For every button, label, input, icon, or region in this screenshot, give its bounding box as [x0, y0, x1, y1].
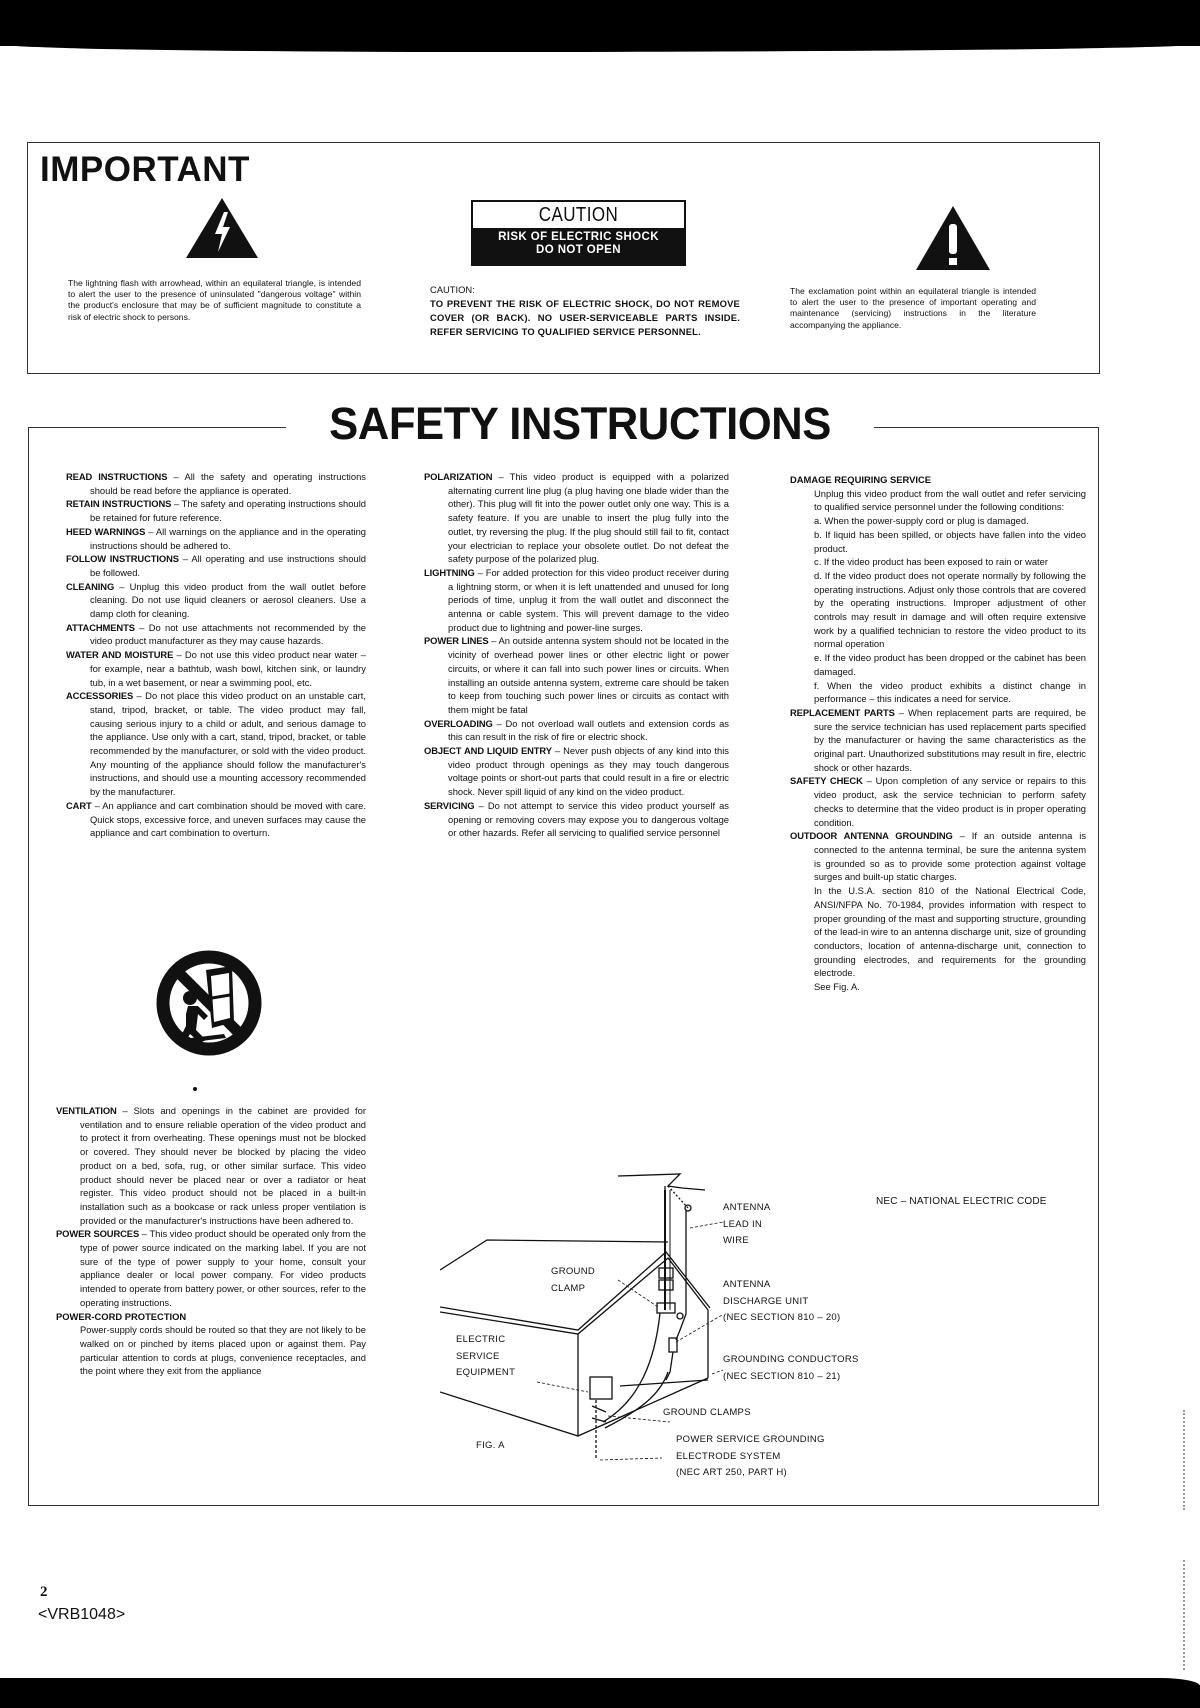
- safety-entry: [424, 566, 729, 635]
- damage-condition: c. If the video product has been exposed to rain or water: [814, 556, 1048, 568]
- damage-condition: d. If the video product does not operate normally by following the operating instructions. Adjust only those controls that are covered by the operating instructions. Improper adjustment of other controls may result in damage and will often require extensive work by a qualified technician to restore the video product to its normal operation: [814, 569, 1086, 650]
- safety-instructions-title: SAFETY INSTRUCTIONS: [329, 398, 831, 449]
- caution-label-heading: CAUTION: [538, 204, 619, 226]
- entry-term: POWER LINES: [424, 635, 489, 647]
- scan-artifact: [1183, 1410, 1189, 1510]
- entry-term: WATER AND MOISTURE: [66, 649, 174, 661]
- grounding-conductor: [603, 1313, 660, 1422]
- entry-term: POLARIZATION: [424, 471, 493, 482]
- safety-entry: [56, 1104, 366, 1227]
- caution-text-body: TO PREVENT THE RISK OF ELECTRIC SHOCK, DO NOT REMOVE COVER (OR BACK). NO USER-SERVICEABLE PARTS INSIDE. REFER SERVICING TO QUALIFIED SERVICE PERSONNEL.: [430, 298, 740, 337]
- entry-term: OBJECT AND LIQUID ENTRY: [424, 745, 552, 757]
- decorative-dot: [193, 1087, 197, 1091]
- caution-text: [430, 283, 740, 339]
- scan-border-bottom: [0, 1678, 1200, 1708]
- entry-text: – Do not overload wall outlets and extension cords as this can result in the risk of fire or electric shock.: [448, 717, 729, 743]
- label-grounding-conductors: GROUNDING CONDUCTORS (NEC SECTION 810 – 21): [723, 1354, 859, 1382]
- label-ground-clamp: GROUND CLAMP: [551, 1266, 596, 1294]
- safety-entry: [66, 552, 366, 579]
- entry-term: SAFETY CHECK: [790, 775, 863, 787]
- safety-entry-power-cord: [56, 1310, 366, 1379]
- entry-term: REPLACEMENT PARTS: [790, 706, 895, 718]
- entry-text: – Do not place this video product on an unstable cart, stand, tripod, bracket, or table. The video product may fall, causing serious injury to a child or adult, and serious damage to the appliance. Use only with a cart, stand, tripod, bracket, or table recommended by the manufacturer, or sold with the video product. Any mounting of the appliance should follow the manufacturer's instructions, and should use a mounting accessory recommended by the manufacturer.: [90, 690, 366, 798]
- discharge-unit: [669, 1338, 677, 1352]
- entry-term: CART: [66, 799, 92, 811]
- safety-entry: [66, 799, 366, 840]
- entry-text: – When replacement parts are required, be sure the service technician has used replacement parts specified by the manufacturer or having the same characteristics as the original part. Unauthorized substitutions may result in fire, electric shock or other hazards.: [814, 706, 1086, 773]
- safety-entry-damage: [790, 473, 1086, 706]
- safety-column-1-lower: [56, 1104, 366, 1378]
- entry-text: – Do not attempt to service this video product yourself as opening or removing covers may expose you to dangerous voltage or other hazards. Refer all servicing to qualified service personnel: [448, 799, 729, 839]
- safety-entry: [790, 774, 1086, 829]
- caution-label-band: [473, 228, 684, 264]
- label-antenna-lead-in-wire: ANTENNA LEAD IN WIRE: [723, 1202, 771, 1246]
- damage-intro: Unplug this video product from the wall outlet and refer servicing to qualified service personnel under the following conditions:: [814, 487, 1086, 513]
- entry-text: – An appliance and cart combination should be moved with care. Quick stops, excessive force, and uneven surfaces may cause the appliance and cart combination to overturn.: [90, 799, 366, 839]
- entry-term: OUTDOOR ANTENNA GROUNDING: [790, 830, 953, 842]
- safety-entry: [424, 744, 729, 799]
- safety-column-2: [424, 470, 729, 840]
- damage-condition: b. If liquid has been spilled, or objects have fallen into the video product.: [814, 528, 1086, 554]
- safety-entry: [424, 634, 729, 716]
- damage-condition: f. When the video product exhibits a distinct change in performance – this indicates a need for service.: [814, 679, 1086, 705]
- safety-entry: [424, 717, 729, 744]
- entry-text: – Do not use attachments not recommended by the video product manufacturer as they may cause hazards.: [90, 621, 366, 647]
- antenna-elements: [618, 1174, 705, 1190]
- safety-entry: [790, 829, 1086, 884]
- entry-term: ACCESSORIES: [66, 690, 134, 702]
- frame-rule-right: [874, 427, 1099, 428]
- entry-term: READ INSTRUCTIONS: [66, 471, 168, 482]
- entry-term: CLEANING: [66, 580, 115, 592]
- caution-label: [471, 200, 686, 266]
- entry-text: – Never push objects of any kind into this video product through openings as they may touch dangerous voltage points or short-out parts that could result in a fire or electric shock. Never spill liquid of any kind on the video product.: [448, 745, 729, 798]
- label-ground-clamps: GROUND CLAMPS: [663, 1407, 751, 1418]
- safety-entry: [424, 470, 729, 566]
- safety-entry: [56, 1227, 366, 1309]
- entry-term: POWER-CORD PROTECTION: [56, 1310, 187, 1322]
- exclamation-warning-icon: [914, 204, 992, 272]
- entry-text: – All the safety and operating instructions should be read before the appliance is operated.: [90, 471, 366, 496]
- lightning-caption: The lightning flash with arrowhead, within an equilateral triangle, is intended to alert the user to the presence of uninsulated "dangerous voltage" within the product's enclosure that may be of sufficient magnitude to constitute a risk of electric shock to persons.: [68, 278, 361, 322]
- figure-caption: FIG. A: [476, 1440, 505, 1451]
- entry-term: FOLLOW INSTRUCTIONS: [66, 553, 179, 565]
- exclamation-caption: The exclamation point within an equilateral triangle is intended to alert the user to the presence of important operating and maintenance (servicing) instructions in the literature accompanying the appliance.: [790, 286, 1036, 330]
- entry-text: – Slots and openings in the cabinet are provided for ventilation and to ensure reliable operation of the video product and to protect it from overheating. These openings must not be blocked or covered. They should never be blocked by placing the video product on a bed, sofa, rug, or other similar surface. This video product should never be placed near or over a radiator or heat register. This video product should not be placed in a built-in installation such as a bookcase or rack unless proper ventilation is provided or the manufacturer's instructions have been adhered to.: [80, 1105, 366, 1226]
- entry-text: – This video product should be operated only from the type of power source indicated on the marking label. If you are not sure of the type of power supply to your home, consult your appliance dealer or local power company. For video products intended to operate from battery power, or other sources, refer to the operating instructions.: [80, 1228, 366, 1308]
- leader-discharge-unit: [676, 1315, 722, 1342]
- leader-grounding-conductors: [712, 1370, 723, 1374]
- lightning-warning-icon: [184, 196, 260, 260]
- document-code: <VRB1048>: [38, 1606, 126, 1623]
- frame-rule-left: [28, 427, 286, 428]
- safety-entry: [66, 621, 366, 648]
- caution-label-line1: RISK OF ELECTRIC SHOCK: [498, 231, 659, 243]
- entry-text: Power-supply cords should be routed so that they are not likely to be walked on or pinched by items placed upon or against them. Pay particular attention to cords at plugs, convenience receptacles, and the point where they exit from the appliance: [80, 1324, 366, 1377]
- page-number: 2: [40, 1584, 48, 1600]
- safety-entry: [66, 525, 366, 552]
- label-electric-service-equipment: ELECTRIC SERVICE EQUIPMENT: [456, 1334, 516, 1378]
- antenna-grounding-figure: [440, 1160, 900, 1480]
- entry-term: VENTILATION: [56, 1105, 117, 1116]
- safety-entry: [66, 648, 366, 689]
- label-antenna-discharge-unit: ANTENNA DISCHARGE UNIT (NEC SECTION 810 – 20): [723, 1279, 841, 1323]
- scan-border-top: [0, 0, 1200, 46]
- damage-condition: e. If the video product has been dropped or the cabinet has been damaged.: [814, 652, 1086, 677]
- entry-text: – All operating and use instructions should be followed.: [90, 553, 366, 578]
- entry-text: – If an outside antenna is connected to the antenna terminal, be sure the antenna system is grounded so as to provide some protection against voltage surges and built-up static charges.: [814, 830, 1087, 883]
- entry-term: POWER SOURCES: [56, 1228, 140, 1240]
- caution-text-title: CAUTION:: [430, 284, 475, 295]
- entry-text: – An outside antenna system should not be located in the vicinity of overhead power lines or other electric light or power circuits, or where it can fall into such power lines or circuits. When installing an outside antenna system, extreme care should be taken to keep from touching such power lines or circuits as contact with them might be fatal: [448, 635, 729, 715]
- leader-antenna-lead: [690, 1222, 723, 1228]
- nec-note: NEC – NATIONAL ELECTRIC CODE: [876, 1196, 1047, 1207]
- entry-term: ATTACHMENTS: [66, 621, 135, 633]
- label-power-service-grounding: POWER SERVICE GROUNDING ELECTRODE SYSTEM (NEC ART 250, PART H): [676, 1434, 825, 1478]
- safety-column-1: [66, 470, 366, 840]
- entry-term: HEED WARNINGS: [66, 525, 146, 537]
- safety-entry: [66, 689, 366, 799]
- entry-text: – The safety and operating instructions should be retained for future reference.: [90, 498, 366, 524]
- leader-power-service: [600, 1458, 662, 1460]
- caution-label-line2: DO NOT OPEN: [536, 244, 621, 256]
- entry-text: – This video product is equipped with a polarized alternating current line plug (a plug having one blade wider than the other). This plug will fit into the power outlet only one way. This is a safety feature. If you are unable to insert the plug fully into the outlet, try reversing the plug. If the plug should still fail to fit, contact your electrician to replace your obsolete outlet. Do not defeat the safety purpose of the polarized plug.: [448, 471, 729, 565]
- safety-entry: [424, 799, 729, 840]
- entry-term: SERVICING: [424, 799, 475, 811]
- safety-entry: [66, 580, 366, 621]
- safety-entry: [66, 470, 366, 497]
- entry-text: – All warnings on the appliance and in the operating instructions should be adhered to.: [90, 525, 367, 551]
- safety-entry: [66, 497, 366, 524]
- nec-paragraph: In the U.S.A. section 810 of the National Electrical Code, ANSI/NFPA No. 70-1984, provides information with respect to proper grounding of the mast and supporting structure, grounding of the lead-in wire to an antenna discharge unit, size of grounding conductors, location of antenna-discharge unit, connection to grounding electrodes, and requirements for the grounding electrode.: [814, 885, 1086, 979]
- entry-term: DAMAGE REQUIRING SERVICE: [790, 474, 931, 485]
- entry-term: LIGHTNING: [424, 566, 475, 578]
- scan-artifact: [1183, 1560, 1189, 1670]
- entry-text: – For added protection for this video product receiver during a lightning storm, or when it is left unattended and unused for long periods of time, unplug it from the wall outlet and disconnect the antenna or cable system. This will prevent damage to the video product due to lightning and power-line surges.: [448, 566, 729, 633]
- entry-term: RETAIN INSTRUCTIONS: [66, 498, 172, 510]
- safety-column-3: [790, 473, 1086, 994]
- entry-term: OVERLOADING: [424, 717, 493, 729]
- entry-text: – Do not use this video product near water – for example, near a bathtub, wash bowl, kitchen sink, or laundry tub, in a wet basement, or near a swimming pool, etc.: [90, 649, 366, 688]
- electric-service-box: [590, 1377, 612, 1399]
- entry-text: – Upon completion of any service or repairs to this video product, ask the service technician to perform safety checks to determine that the video product is in proper operating condition.: [814, 775, 1086, 828]
- cart-tipover-warning-icon: [154, 948, 264, 1058]
- safety-entry: [790, 706, 1086, 775]
- damage-condition: a. When the power-supply cord or plug is damaged.: [814, 515, 1029, 527]
- entry-text: – Unplug this video product from the wall outlet before cleaning. Do not use liquid cleaners or aerosol cleaners. Use a damp cloth for cleaning.: [90, 580, 366, 620]
- see-figure-reference: See Fig. A.: [814, 981, 860, 993]
- important-title: IMPORTANT: [40, 150, 250, 189]
- leader-electric-service: [537, 1382, 588, 1392]
